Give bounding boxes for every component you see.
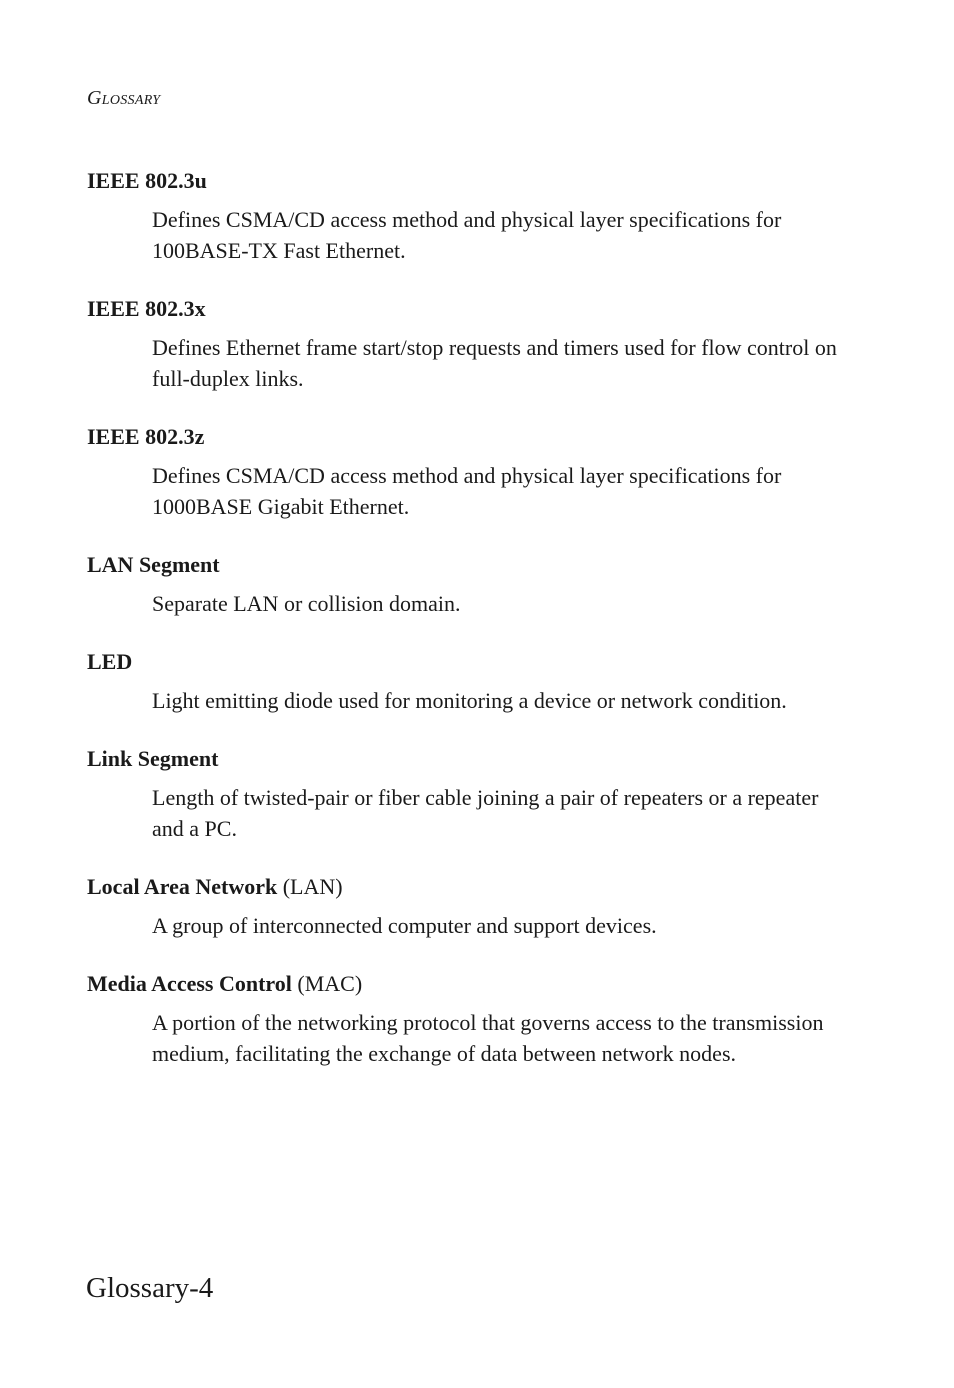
- glossary-entry: [87, 421, 857, 522]
- glossary-term: [87, 421, 857, 453]
- term-abbreviation: (LAN): [282, 874, 343, 899]
- glossary-entry: [87, 871, 857, 941]
- glossary-term: [87, 293, 857, 325]
- glossary-entry: [87, 165, 857, 266]
- glossary-entry: [87, 293, 857, 394]
- running-head: Glossary: [87, 87, 161, 109]
- term-definition: A portion of the networking protocol that governs access to the transmission medium, facilitating the exchange of data between network nodes.: [152, 1010, 824, 1066]
- glossary-entry: [87, 743, 857, 844]
- term-abbreviation: (MAC): [297, 971, 363, 996]
- term-name: IEEE 802.3x: [87, 296, 206, 321]
- term-name: Local Area Network: [87, 874, 278, 899]
- glossary-entry: [87, 646, 857, 716]
- glossary-term: [87, 646, 857, 678]
- glossary-term: [87, 871, 857, 903]
- glossary-term: [87, 743, 857, 775]
- term-name: Link Segment: [87, 746, 219, 771]
- glossary-term: [87, 968, 857, 1000]
- term-name: Media Access Control: [87, 971, 292, 996]
- glossary-term: [87, 549, 857, 581]
- term-definition: Defines CSMA/CD access method and physical layer specifications for 1000BASE Gigabit Ethernet.: [152, 463, 782, 519]
- term-definition: Defines Ethernet frame start/stop requests and timers used for flow control on full-duplex links.: [152, 335, 837, 391]
- glossary-entries: [87, 165, 857, 1096]
- term-name: LED: [87, 649, 133, 674]
- term-definition: Defines CSMA/CD access method and physical layer specifications for 100BASE-TX Fast Ethernet.: [152, 207, 782, 263]
- page-number: Glossary-4: [86, 1272, 214, 1304]
- term-name: IEEE 802.3u: [87, 168, 207, 193]
- term-definition: Separate LAN or collision domain.: [152, 591, 461, 616]
- term-name: LAN Segment: [87, 552, 220, 577]
- glossary-term: [87, 165, 857, 197]
- glossary-entry: [87, 549, 857, 619]
- term-definition: Light emitting diode used for monitoring a device or network condition.: [152, 688, 787, 713]
- term-definition: A group of interconnected computer and support devices.: [152, 913, 657, 938]
- glossary-entry: [87, 968, 857, 1069]
- term-name: IEEE 802.3z: [87, 424, 205, 449]
- term-definition: Length of twisted-pair or fiber cable joining a pair of repeaters or a repeater and a PC.: [152, 785, 819, 841]
